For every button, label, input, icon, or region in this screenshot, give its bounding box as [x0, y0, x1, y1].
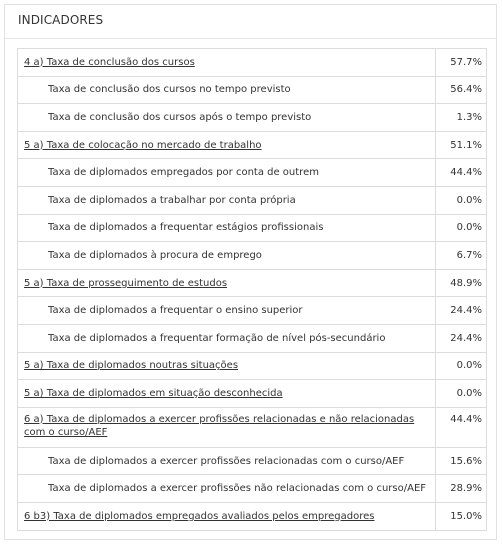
indicator-value: 56.4%: [436, 76, 487, 104]
indicator-label: Taxa de diplomados a frequentar estágios profissionais: [18, 214, 436, 242]
table-row: [18, 352, 487, 380]
indicator-label: Taxa de diplomados a trabalhar por conta própria: [18, 186, 436, 214]
panel-divider: [5, 38, 496, 39]
indicator-link-conclusao[interactable]: 4 a) Taxa de conclusão dos cursos: [24, 56, 195, 68]
indicator-value: 44.4%: [436, 407, 487, 447]
table-row: [18, 324, 487, 352]
indicator-label: Taxa de diplomados empregados por conta de outrem: [18, 159, 436, 187]
indicator-value: 48.9%: [436, 269, 487, 297]
indicator-label: Taxa de diplomados a exercer profissões não relacionadas com o curso/AEF: [18, 475, 436, 503]
indicator-value: 51.1%: [436, 131, 487, 159]
indicator-link-profissoes[interactable]: 6 a) Taxa de diplomados a exercer profissões relacionadas e não relacionadas com o curso/AEF: [24, 413, 415, 438]
indicators-panel: [4, 4, 497, 540]
panel-title: INDICADORES: [18, 13, 104, 27]
indicator-label: Taxa de diplomados a frequentar o ensino superior: [18, 297, 436, 325]
indicator-label: Taxa de diplomados a exercer profissões relacionadas com o curso/AEF: [18, 447, 436, 475]
indicator-value: 28.9%: [436, 475, 487, 503]
table-row: [18, 475, 487, 503]
table-row: [18, 380, 487, 408]
indicator-value: 24.4%: [436, 297, 487, 325]
table-row: [18, 269, 487, 297]
table-row: [18, 104, 487, 132]
indicator-link-prosseguimento[interactable]: 5 a) Taxa de prosseguimento de estudos: [24, 277, 228, 289]
table-row: [18, 186, 487, 214]
table-row: [18, 159, 487, 187]
indicator-value: 0.0%: [436, 214, 487, 242]
table-row: [18, 407, 487, 447]
indicator-label: Taxa de diplomados a frequentar formação de nível pós-secundário: [18, 324, 436, 352]
indicator-value: 24.4%: [436, 324, 487, 352]
indicator-label: Taxa de conclusão dos cursos após o tempo previsto: [18, 104, 436, 132]
indicator-value: 44.4%: [436, 159, 487, 187]
indicator-value: 0.0%: [436, 352, 487, 380]
indicator-label: Taxa de conclusão dos cursos no tempo previsto: [18, 76, 436, 104]
indicators-table: [17, 48, 487, 531]
indicator-link-avaliados-empregadores[interactable]: 6 b3) Taxa de diplomados empregados avaliados pelos empregadores: [24, 510, 375, 522]
indicator-value: 57.7%: [436, 49, 487, 77]
indicator-value: 0.0%: [436, 186, 487, 214]
table-row: [18, 297, 487, 325]
table-row: [18, 502, 487, 530]
table-row: [18, 447, 487, 475]
table-row: [18, 131, 487, 159]
indicator-value: 1.3%: [436, 104, 487, 132]
indicator-value: 0.0%: [436, 380, 487, 408]
indicator-link-noutras-situacoes[interactable]: 5 a) Taxa de diplomados noutras situações: [24, 360, 239, 372]
indicator-link-colocacao[interactable]: 5 a) Taxa de colocação no mercado de trabalho: [24, 139, 262, 151]
indicator-value: 6.7%: [436, 242, 487, 270]
indicator-value: 15.0%: [436, 502, 487, 530]
table-row: [18, 214, 487, 242]
indicator-link-situacao-desconhecida[interactable]: 5 a) Taxa de diplomados em situação desconhecida: [24, 387, 283, 399]
table-row: [18, 242, 487, 270]
indicator-label: Taxa de diplomados à procura de emprego: [18, 242, 436, 270]
table-row: [18, 76, 487, 104]
table-row: [18, 49, 487, 77]
indicator-value: 15.6%: [436, 447, 487, 475]
